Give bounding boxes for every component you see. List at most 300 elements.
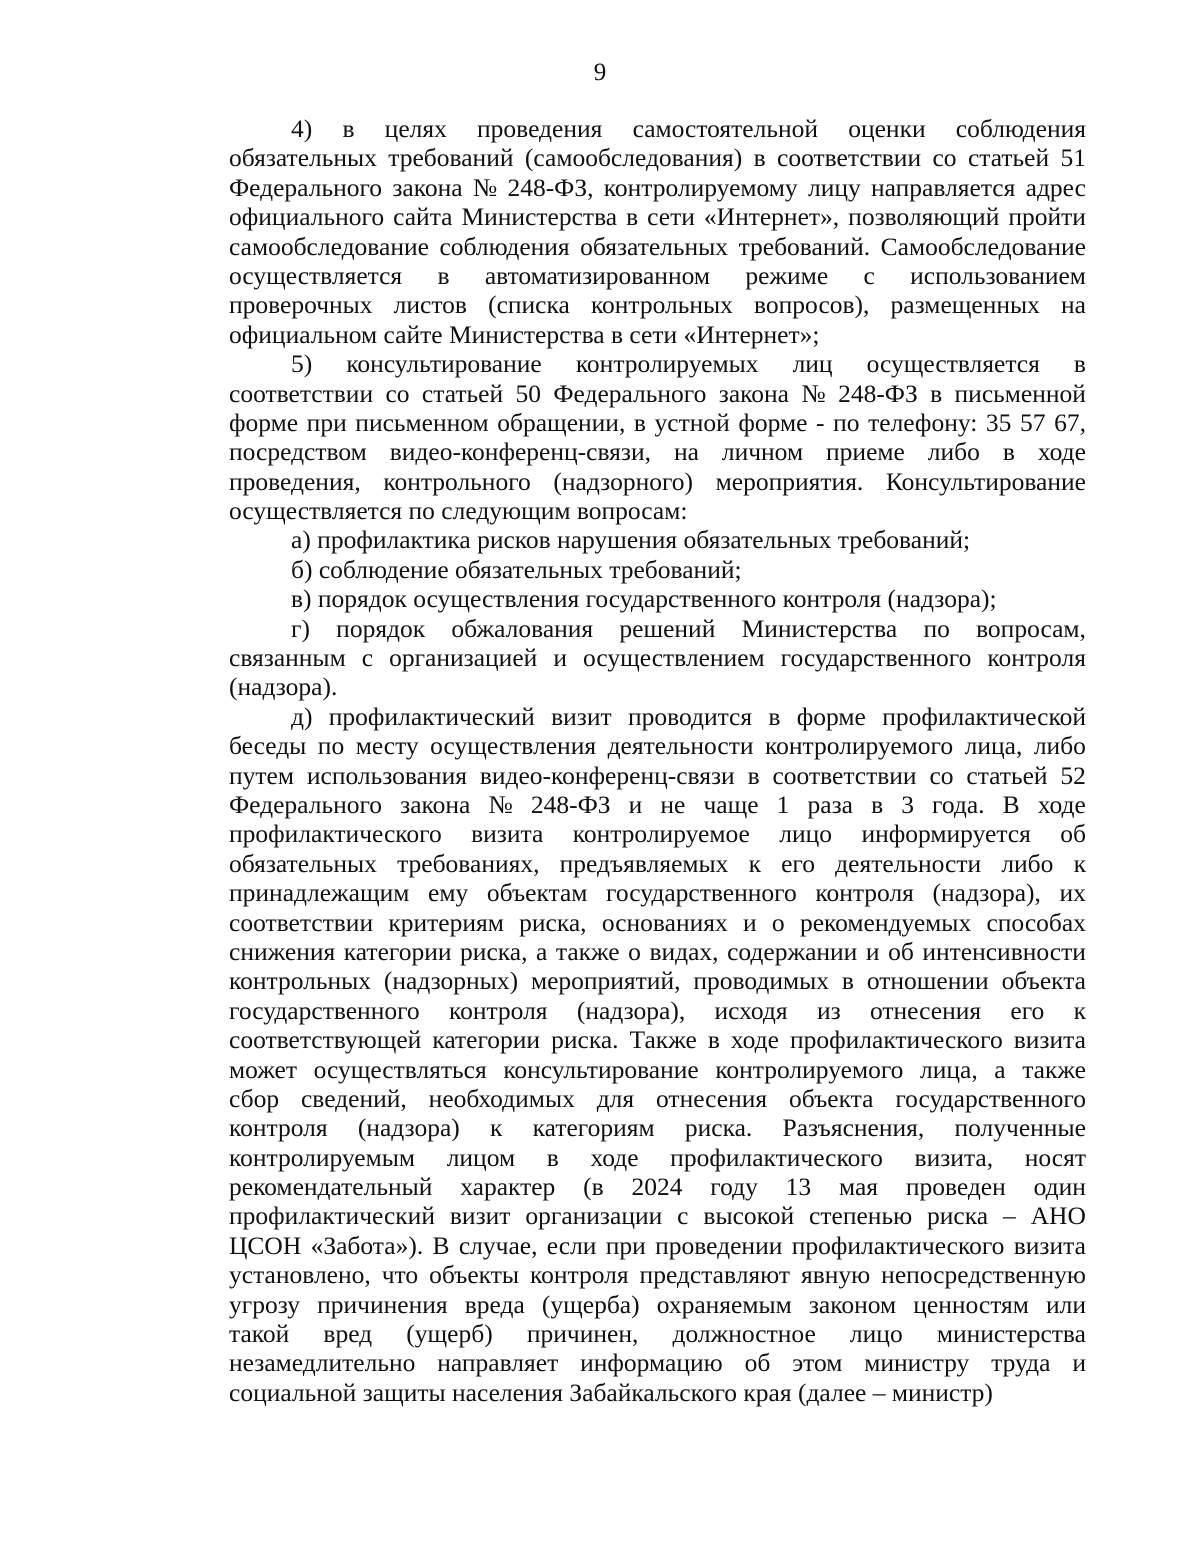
word: непосредственную (881, 1260, 1086, 1290)
word: в (546, 1142, 559, 1172)
word: отношении (866, 966, 989, 996)
word: контрольного (383, 466, 531, 496)
word: г) (291, 613, 310, 643)
word: 248-ФЗ, (507, 172, 594, 202)
word: чаще (703, 789, 759, 819)
word: со (929, 760, 954, 790)
word: степенью (809, 1201, 913, 1231)
word: соответствии (777, 143, 922, 173)
word: необходимых (428, 1083, 575, 1113)
word: визита (1013, 1025, 1086, 1055)
word: организации (525, 1201, 663, 1231)
line-text: б) соблюдение обязательных требований; (291, 554, 742, 584)
word: в (753, 143, 766, 173)
word: визита, (914, 1142, 994, 1172)
text-line (229, 672, 1086, 701)
word: государственного (606, 878, 797, 908)
word: закона (400, 789, 471, 819)
word: ходе (590, 1142, 639, 1172)
text-line (229, 908, 1086, 937)
word: Министерства (741, 613, 898, 643)
text-line (229, 379, 1086, 408)
word: мероприятий, (530, 966, 681, 996)
word: исходя (714, 995, 788, 1025)
word: требований. (738, 231, 871, 261)
word: контроля (815, 878, 914, 908)
word: лица, (919, 1054, 978, 1084)
word: – (1002, 1201, 1016, 1231)
word: профилактической (882, 701, 1086, 731)
word: 248-ФЗ (838, 378, 918, 408)
word: в (626, 202, 639, 232)
text-line (229, 496, 1086, 525)
word: ходе (1037, 789, 1086, 819)
word: с (863, 260, 875, 290)
word: случае, (458, 1230, 538, 1260)
word: проведения, (229, 466, 361, 496)
word: снижения (229, 936, 336, 966)
word: сайта (393, 202, 453, 232)
word: незамедлительно (229, 1348, 416, 1378)
word: визит (449, 1201, 511, 1231)
word: обращении, (497, 407, 626, 437)
paragraph-pd (229, 702, 1086, 1407)
word: основаниях (601, 907, 728, 937)
word: автоматизированном (484, 260, 711, 290)
word: риска. (551, 1025, 619, 1055)
word: об (744, 1348, 771, 1378)
word: профилактический (328, 701, 535, 731)
text-line (229, 966, 1086, 995)
word: со (932, 143, 957, 173)
word: для (596, 1083, 635, 1113)
word: к (1073, 848, 1086, 878)
word: об (1060, 819, 1086, 849)
word: обязательных (229, 143, 377, 173)
word: об (888, 936, 914, 966)
word: законом (808, 1289, 897, 1319)
text-line (229, 349, 1086, 378)
word: лицо (779, 819, 833, 849)
text-line (229, 731, 1086, 760)
word: на (1061, 290, 1086, 320)
word: контроля (530, 1260, 629, 1290)
word: 13 (785, 1172, 812, 1202)
word: самостоятельной (632, 114, 819, 143)
word: предъявляемых (559, 848, 729, 878)
word: профилактического (789, 1025, 1003, 1055)
word: обязательных (229, 848, 377, 878)
word: ценностям (913, 1289, 1029, 1319)
word: профилактического (791, 1230, 1005, 1260)
word: консультирование (346, 349, 542, 379)
word: ЦСОН (229, 1230, 302, 1260)
word: Министерства (461, 202, 618, 232)
word: либо (1001, 848, 1054, 878)
word: осуществлением (582, 643, 765, 673)
line-text: официальном сайте Министерства в сети «Интернет»; (229, 319, 820, 349)
word: контроля (229, 1113, 328, 1143)
text-line (229, 702, 1086, 731)
word: и (1072, 1348, 1086, 1378)
word: закона (718, 378, 789, 408)
word: способах (986, 907, 1086, 937)
text-line (229, 1319, 1086, 1348)
word: характер (460, 1172, 556, 1202)
word: также (555, 936, 620, 966)
word: интенсивности (922, 936, 1086, 966)
word: (надзора), (576, 995, 686, 1025)
word: в (437, 260, 450, 290)
word: угрозу (229, 1289, 300, 1319)
text-line (229, 1025, 1086, 1054)
word: сведений, (300, 1083, 407, 1113)
word: деятельности (607, 731, 754, 761)
word: отнесения (869, 995, 982, 1025)
word: категории (432, 1025, 541, 1055)
word: носят (1024, 1142, 1086, 1172)
line-text: (надзора). (229, 672, 338, 702)
word: риска, (519, 907, 587, 937)
word: осуществляется (866, 349, 1040, 379)
word: в (871, 789, 884, 819)
word: контролируемое (572, 819, 750, 849)
word: критериям (388, 907, 504, 937)
word: статьей (421, 378, 504, 408)
word: мая (838, 1172, 878, 1202)
word: деятельности (835, 848, 982, 878)
text-line (229, 614, 1086, 643)
page-number: 9 (593, 59, 607, 86)
word: использования (306, 760, 467, 790)
text-line (229, 437, 1086, 466)
word: его (1010, 995, 1045, 1025)
word: осуществляться (313, 1054, 487, 1084)
word: В (1002, 789, 1020, 819)
word: объекты (429, 1260, 520, 1290)
word: приеме (826, 437, 905, 467)
word: Также (629, 1025, 697, 1055)
word: проводится (627, 701, 753, 731)
word: на (673, 437, 699, 467)
word: категориям (532, 1113, 655, 1143)
word: раза (807, 789, 853, 819)
text-line (229, 261, 1086, 290)
paragraph-p4 (229, 114, 1086, 349)
word: обязательных (580, 231, 729, 261)
word: в (633, 407, 646, 437)
word: (ущерб) (406, 1319, 493, 1349)
word: со (385, 378, 410, 408)
word: официального (229, 202, 385, 232)
word: лиц (792, 349, 833, 379)
word: а (536, 936, 548, 966)
word: в (707, 1025, 720, 1055)
word: видах, (649, 936, 719, 966)
word: организацией (389, 643, 538, 673)
word: о (628, 936, 641, 966)
word: целях (384, 114, 447, 143)
word: 67, (1054, 407, 1086, 437)
text-line (229, 290, 1086, 319)
text-line (229, 1348, 1086, 1377)
word: установлено, (229, 1260, 371, 1290)
word: профилактического (229, 819, 442, 849)
word: соответствии (229, 907, 374, 937)
word: труда (991, 1348, 1051, 1378)
word: направляется (871, 172, 1016, 202)
word: проводимых (693, 966, 830, 996)
word: (списка (488, 290, 570, 320)
word: сбор (229, 1083, 280, 1113)
paragraph-pb (229, 555, 1086, 584)
text-line (229, 878, 1086, 907)
word: их (1059, 878, 1086, 908)
word: государственного (895, 1083, 1086, 1113)
word: (ущерба) (541, 1289, 640, 1319)
word: к (1073, 995, 1086, 1025)
word: режиме (745, 260, 829, 290)
word: требований (388, 143, 514, 173)
word: 51 (1060, 143, 1086, 173)
word: и (865, 936, 880, 966)
word: использованием (910, 260, 1086, 290)
document-body (229, 114, 1086, 1407)
word: ходе (1037, 437, 1086, 467)
word: 4) (291, 114, 313, 143)
word: форме (796, 701, 866, 731)
word: 50 (515, 378, 541, 408)
word: или (1045, 1289, 1086, 1319)
word: соблюдения (955, 114, 1086, 143)
word: с (361, 643, 374, 673)
word: к (490, 1113, 503, 1143)
word: (самообследования) (524, 143, 743, 173)
paragraph-pg (229, 614, 1086, 702)
word: 5) (291, 349, 313, 379)
text-line (229, 1290, 1086, 1319)
word: профилактический (229, 1201, 435, 1231)
text-line (229, 202, 1086, 231)
word: № (488, 789, 513, 819)
word: с (677, 1201, 689, 1231)
word: если (546, 1230, 597, 1260)
text-line (229, 1055, 1086, 1084)
word: - (816, 407, 825, 437)
word: оценки (848, 114, 926, 143)
text-line (229, 525, 1086, 554)
paragraph-pv (229, 584, 1086, 613)
text-line (229, 790, 1086, 819)
word: в (768, 701, 781, 731)
word: соответствующей (229, 1025, 422, 1055)
word: объекта (789, 1083, 874, 1113)
word: осуществляется (229, 260, 403, 290)
word: не (660, 789, 686, 819)
word: полученные (954, 1113, 1086, 1143)
word: представляют (639, 1260, 791, 1290)
text-line (229, 467, 1086, 496)
word: визита (1013, 1230, 1086, 1260)
word: контроля (987, 643, 1086, 673)
word: в (342, 114, 355, 143)
word: контролируемому (603, 172, 798, 202)
word: в (1002, 437, 1015, 467)
word: риска (927, 1201, 989, 1231)
word: (надзорных) (383, 966, 519, 996)
text-line (229, 819, 1086, 848)
word: должностное (672, 1319, 816, 1349)
word: контролируемого (765, 731, 954, 761)
text-line (229, 143, 1086, 172)
word: видео-конференц-связи (479, 760, 735, 790)
word: соответствии (229, 378, 374, 408)
word: (в (583, 1172, 604, 1202)
word: при (306, 407, 347, 437)
word: проведении (655, 1230, 783, 1260)
text-line (229, 937, 1086, 966)
word: категории (343, 936, 452, 966)
word: содержании (727, 936, 858, 966)
word: связанным (229, 643, 346, 673)
word: объектам (486, 878, 588, 908)
word: визит (551, 701, 612, 731)
word: вопросам, (976, 613, 1086, 643)
word: лица, (964, 731, 1023, 761)
word: причинен, (526, 1319, 639, 1349)
word: что (381, 1260, 419, 1290)
word: в (841, 966, 854, 996)
text-line (229, 320, 1086, 349)
word: самообследование (229, 231, 429, 261)
word: контрольных (229, 966, 371, 996)
word: и (743, 907, 757, 937)
word: контрольных (590, 290, 733, 320)
paragraph-p5 (229, 349, 1086, 525)
word: лицо (849, 1319, 903, 1349)
word: консультирование (503, 1054, 699, 1084)
word: статьей (967, 143, 1050, 173)
word: а (994, 1054, 1006, 1084)
word: явную (800, 1260, 871, 1290)
text-line (229, 1378, 1086, 1407)
word: «Забота»). (310, 1230, 424, 1260)
word: проведен (905, 1172, 1006, 1202)
word: 2024 (631, 1172, 683, 1202)
word: мероприятия. (715, 466, 864, 496)
text-line (229, 555, 1086, 584)
word: проверочных (229, 290, 373, 320)
word: Консультирование (885, 466, 1086, 496)
word: и (628, 789, 643, 819)
word: форме (738, 407, 808, 437)
word: (надзора), (932, 878, 1041, 908)
word: этом (792, 1348, 843, 1378)
word: по (317, 731, 345, 761)
text-line (229, 1113, 1086, 1142)
text-line (229, 849, 1086, 878)
word: рекомендательный (229, 1172, 433, 1202)
word: отнесения (656, 1083, 768, 1113)
word: риска. (684, 1113, 753, 1143)
word: из (816, 995, 841, 1025)
word: лицом (446, 1142, 516, 1172)
word: путем (229, 760, 294, 790)
text-line (229, 114, 1086, 143)
text-line (229, 1084, 1086, 1113)
word: по (833, 407, 860, 437)
word: государственного (780, 643, 972, 673)
word: Федерального (229, 172, 383, 202)
word: и (553, 643, 567, 673)
word: размещенных (890, 290, 1040, 320)
word: министру (864, 1348, 970, 1378)
line-text: в) порядок осуществления государственного контроля (надзора); (291, 584, 997, 614)
word: вопросов), (754, 290, 870, 320)
word: визита (471, 819, 544, 849)
text-line (229, 1143, 1086, 1172)
word: государственного (229, 995, 420, 1025)
word: личном (721, 437, 804, 467)
word: риска, (460, 936, 528, 966)
word: соответствии (772, 760, 917, 790)
word: Разъяснения, (782, 1113, 925, 1143)
text-line (229, 761, 1086, 790)
word: посредством (229, 437, 367, 467)
word: № (472, 172, 498, 202)
word: такой (229, 1319, 290, 1349)
word: форме (229, 407, 299, 437)
text-line (229, 1231, 1086, 1260)
word: может (229, 1054, 297, 1084)
word: направляет (437, 1348, 559, 1378)
word: беседы (229, 731, 307, 761)
word: объекта (1001, 966, 1086, 996)
word: ходе (730, 1025, 779, 1055)
word: В (432, 1230, 450, 1260)
word: при (605, 1230, 646, 1260)
word: пройти (1008, 202, 1086, 232)
word: также (1022, 1054, 1086, 1084)
word: позволяющий (848, 202, 1000, 232)
word: охраняемым (656, 1289, 792, 1319)
word: адрес (1025, 172, 1086, 202)
word: ему (428, 878, 469, 908)
word: закона (392, 172, 463, 202)
word: принадлежащим (229, 878, 410, 908)
word: лицу (807, 172, 861, 202)
paragraph-pa (229, 525, 1086, 554)
word: телефону: (868, 407, 978, 437)
word: в (930, 378, 943, 408)
line-text: социальной защиты населения Забайкальского края (далее – министр) (229, 1377, 993, 1407)
line-text: а) профилактика рисков нарушения обязательных требований; (291, 525, 971, 555)
word: причинения (317, 1289, 448, 1319)
word: вред (323, 1319, 373, 1349)
word: вреда (464, 1289, 525, 1319)
word: либо (927, 437, 980, 467)
word: информацию (580, 1348, 723, 1378)
word: № (801, 378, 826, 408)
word: 248-ФЗ (530, 789, 611, 819)
word: 3 (901, 789, 914, 819)
word: информируется (861, 819, 1031, 849)
word: осуществления (430, 731, 597, 761)
word: требованиях, (397, 848, 540, 878)
word: контролируемого (715, 1054, 904, 1084)
word: в (747, 760, 760, 790)
word: 52 (1060, 760, 1086, 790)
